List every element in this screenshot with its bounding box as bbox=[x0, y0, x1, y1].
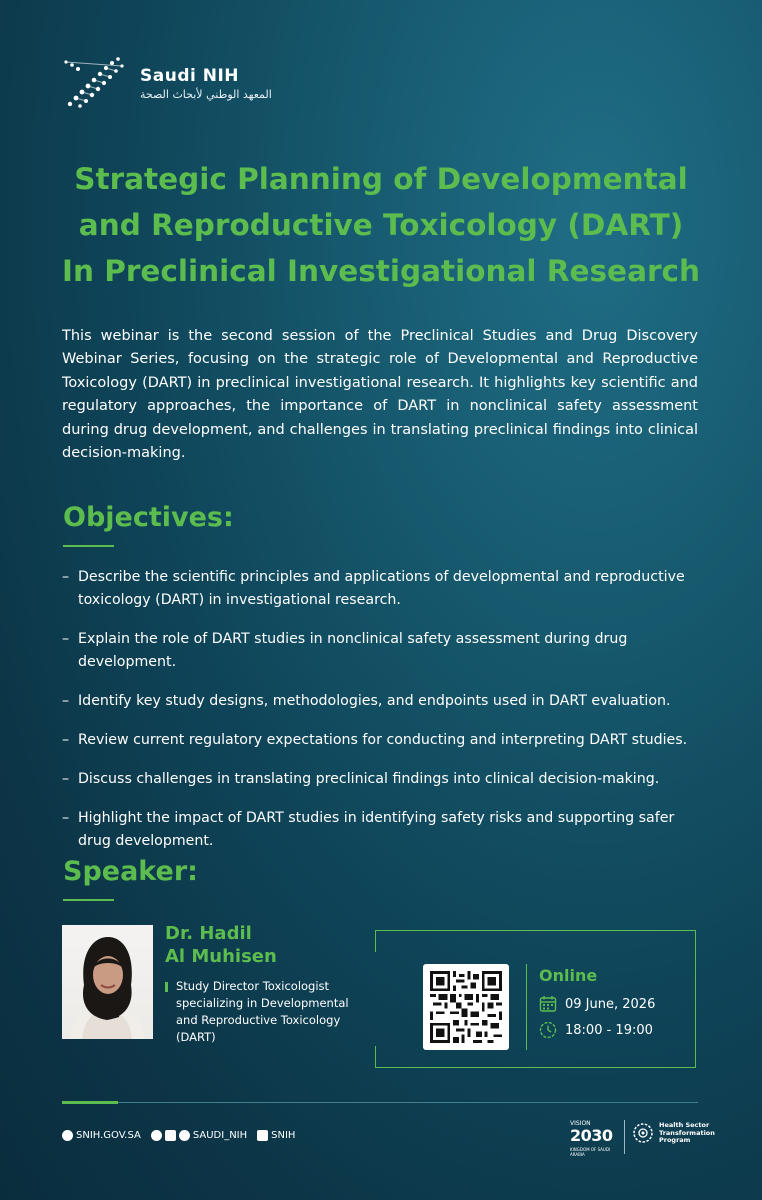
objectives-underline bbox=[63, 545, 114, 547]
title-line-1: Strategic Planning of Developmental bbox=[74, 162, 688, 196]
speaker-name-line-2: Al Muhisen bbox=[165, 946, 277, 967]
footer-divider bbox=[62, 1102, 698, 1103]
hstp-line-2: Transformation bbox=[659, 1128, 715, 1137]
hstp-line-3: Program bbox=[659, 1136, 691, 1144]
title-line-3: In Preclinical Investigational Research bbox=[61, 254, 701, 288]
hstp-logo bbox=[632, 1122, 715, 1145]
vision-label: VISION bbox=[570, 1120, 591, 1127]
hstp-line-1: Health Sector bbox=[659, 1121, 710, 1129]
speaker-photo bbox=[62, 925, 153, 1039]
speaker-name-line-1: Dr. Hadil bbox=[165, 923, 252, 944]
objectives-list bbox=[62, 566, 702, 869]
partner-logos-divider bbox=[624, 1120, 625, 1154]
intro-paragraph: This webinar is the second session of the Preclinical Studies and Drug Discovery Webinar Series, focusing on the strategic role of Developmental and Reproductive Toxicology (DART) in preclinical investigational research. It highlights key scientific and regulatory approaches, the importance of DART in nonclinical safety assessment during drug development, and challenges in translating preclinical findings into clinical decision-making. bbox=[62, 328, 698, 462]
vision-year: 2030 bbox=[570, 1126, 613, 1145]
objective-item: – Discuss challenges in translating preclinical findings into clinical decision-making. bbox=[62, 768, 702, 791]
objective-item: – Highlight the impact of DART studies in identifying safety risks and supporting safer drug development. bbox=[62, 807, 702, 853]
event-time-row bbox=[539, 1021, 653, 1039]
speaker-heading: Speaker: bbox=[63, 856, 198, 887]
speaker-bio: Study Director Toxicologist specializing in Developmental and Reproductive Toxicology (DART) bbox=[176, 979, 349, 1044]
event-mode: Online bbox=[539, 966, 598, 985]
event-date: 09 June, 2026 bbox=[565, 996, 656, 1012]
vision-2030-logo bbox=[566, 1120, 622, 1156]
page-title bbox=[40, 156, 722, 294]
footer-links bbox=[62, 1130, 295, 1141]
website-link[interactable]: SNIH.GOV.SA bbox=[76, 1130, 141, 1141]
footer-divider-accent bbox=[62, 1101, 118, 1104]
vision-subtitle: KINGDOM OF SAUDI ARABIA bbox=[570, 1147, 611, 1157]
bio-accent-bar bbox=[165, 982, 168, 1040]
objective-item: – Identify key study designs, methodologies, and endpoints used in DART evaluation. bbox=[62, 690, 702, 713]
instagram-icon bbox=[165, 1130, 176, 1141]
linkedin-icon bbox=[257, 1130, 268, 1141]
hstp-emblem-icon bbox=[632, 1122, 654, 1144]
speaker-name bbox=[165, 922, 277, 968]
event-time: 18:00 - 19:00 bbox=[565, 1022, 653, 1038]
speaker-underline bbox=[63, 899, 114, 901]
clock-icon bbox=[539, 1021, 557, 1039]
social-handle-link[interactable]: SAUDI_NIH bbox=[192, 1130, 248, 1141]
objective-item: – Explain the role of DART studies in nonclinical safety assessment during drug development. bbox=[62, 628, 702, 674]
globe-icon bbox=[62, 1130, 73, 1141]
snapchat-icon bbox=[179, 1130, 190, 1141]
brand-name: Saudi NIH bbox=[140, 66, 240, 86]
x-icon bbox=[151, 1130, 162, 1141]
title-line-2: and Reproductive Toxicology (DART) bbox=[78, 208, 684, 242]
objectives-heading: Objectives: bbox=[63, 502, 234, 533]
linkedin-link[interactable]: SNIH bbox=[271, 1130, 296, 1141]
brand-arabic-name: المعهد الوطني لأبحاث الصحة bbox=[140, 88, 272, 101]
hstp-text bbox=[659, 1122, 715, 1145]
objective-item: – Describe the scientific principles and applications of developmental and reproductive toxicology (DART) in investigational research. bbox=[62, 566, 702, 612]
calendar-icon bbox=[539, 995, 557, 1013]
event-divider bbox=[526, 964, 527, 1050]
objective-item: – Review current regulatory expectations for conducting and interpreting DART studies. bbox=[62, 729, 702, 752]
saudi-nih-logo bbox=[62, 54, 282, 110]
event-date-row bbox=[539, 995, 655, 1013]
qr-code[interactable] bbox=[423, 964, 509, 1050]
dna-helix-icon bbox=[62, 54, 138, 110]
